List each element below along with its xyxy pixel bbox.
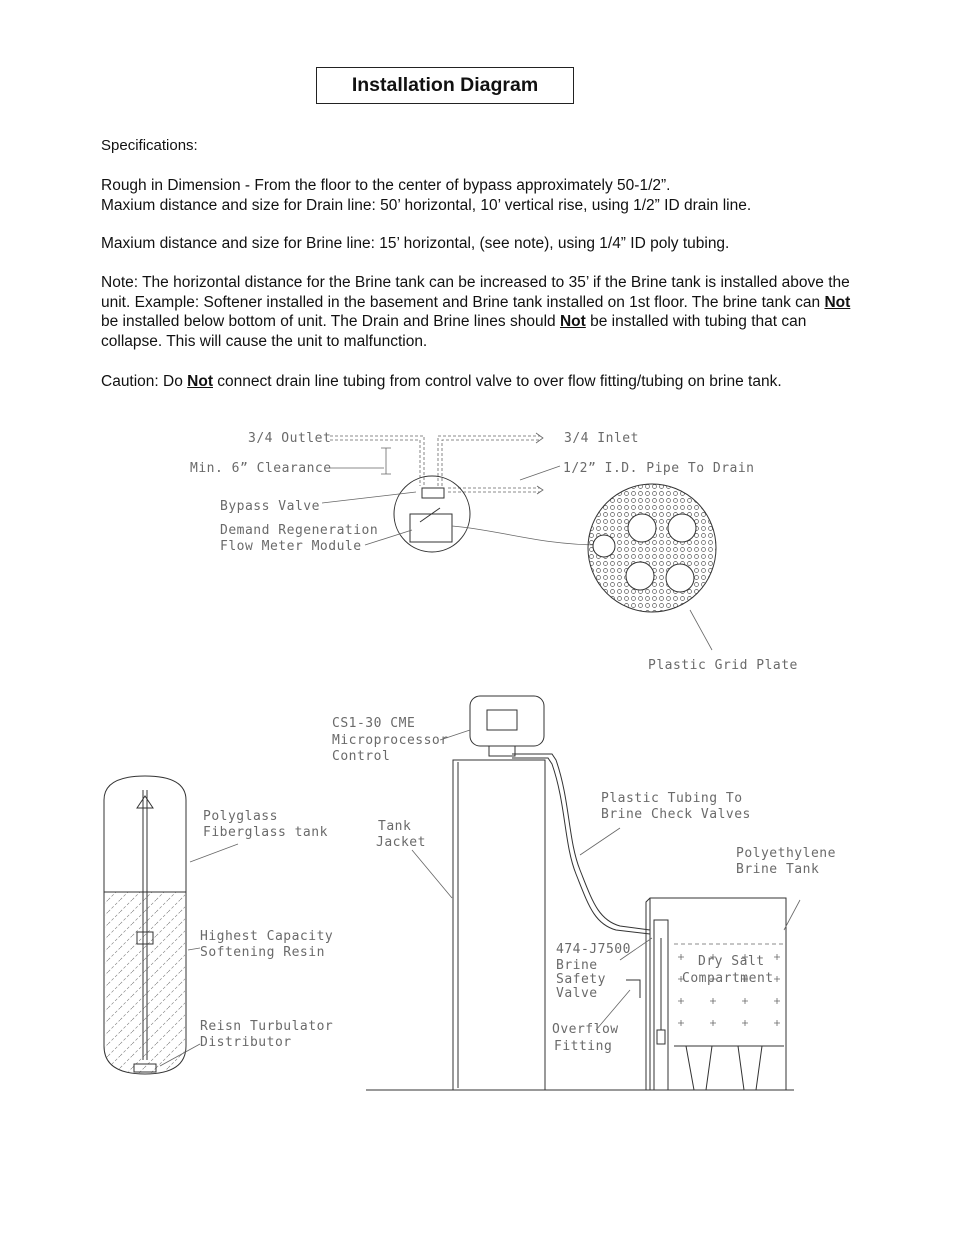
diagram-labels [190,431,836,1054]
bypass-valve-label: Bypass Valve [220,499,320,514]
inlet-arrow-icon [536,433,543,443]
polyethylene-label-2: Brine Tank [736,862,820,877]
control-valve-body [489,746,515,756]
polyglass-leader [190,844,238,862]
grid-leader [690,610,712,650]
resin-label-1: Highest Capacity [200,929,334,944]
flow-meter-module [410,514,452,542]
grid-hole-3 [626,562,654,590]
grid-hole-5 [593,535,615,557]
overflow-label-2: Fitting [554,1039,613,1054]
overflow-label-1: Overflow [552,1022,619,1037]
bypass-valve-shape [422,488,444,498]
caution-text-2: connect drain line tubing from control valve to over flow fitting/tubing on brine tank. [213,373,782,390]
not-emphasis-1: Not [824,293,851,311]
tank-jacket-label-2: Jacket [376,835,426,850]
clearance-dimension [330,448,391,474]
specifications-heading: Specifications: [101,137,198,154]
grid-hole-2 [668,514,696,542]
demand-regen-label-1: Demand Regeneration [220,523,379,538]
control-label-2: Microprocessor [332,733,449,748]
grid-hole-4 [666,564,694,592]
tank-jacket-leader [412,850,452,898]
plastic-tubing-label-2: Brine Check Valves [601,807,751,822]
demand-regen-label-2: Flow Meter Module [220,539,362,554]
dry-salt-label-1: Dry Salt [698,954,765,969]
page-title: Installation Diagram [351,74,539,96]
note-text-2: be installed below bottom of unit. The Drain and Brine lines should [101,313,560,330]
outlet-pipe-inner [330,440,420,486]
drain-arrow-icon [537,486,543,494]
safety-valve-label-4: Valve [556,986,598,1001]
dry-salt-label-2: Compartment [682,971,774,986]
tank-jacket-label-1: Tank [378,819,412,834]
inlet-label: 3/4 Inlet [564,431,639,446]
grid-plate-label: Plastic Grid Plate [648,658,798,673]
plastic-tubing-label-1: Plastic Tubing To [601,791,743,806]
resin-bed [105,892,185,1073]
caution-text-1: Caution: Do [101,373,188,390]
clearance-label: Min. 6” Clearance [190,461,332,476]
drain-line-spec: Maxium distance and size for Drain line: 50’ horizontal, 10’ vertical rise, using 1/2” ID drain line. [101,196,752,214]
drain-leader [520,466,560,480]
polyglass-label-1: Polyglass [203,809,278,824]
brine-tube-inner [512,758,650,934]
bypass-leader [322,492,416,503]
not-emphasis-3: Not [187,373,213,390]
float [657,1030,665,1044]
drain-pipe-label: 1/2” I.D. Pipe To Drain [563,461,755,476]
outlet-label: 3/4 Outlet [248,431,332,446]
not-emphasis-2: Not [559,313,586,330]
control-label-3: Control [332,749,391,764]
brine-line-spec: Maxium distance and size for Brine line: 15’ horizontal, (see note), using 1/4” ID poly tubing. [101,235,730,252]
control-display [487,710,517,730]
control-head [470,696,544,746]
outlet-pipe [330,436,424,486]
polyethylene-label-1: Polyethylene [736,846,836,861]
turbulator-label-1: Reisn Turbulator [200,1019,334,1034]
safety-valve-label-1: 474-J7500 [556,942,631,957]
inlet-pipe-inner [442,440,540,486]
safety-valve-label-2: Brine [556,958,598,973]
resin-label-2: Softening Resin [200,945,325,960]
top-distributor-icon [137,796,153,808]
safety-valve-label-3: Safety [556,972,606,987]
note-text-3: be installed with tubing that can collapse. This will cause the unit to malfunction. [101,313,807,350]
tank-jacket [453,760,545,1090]
rough-in-line: Rough in Dimension - From the floor to the center of bypass approximately 50-1/2”. [101,177,671,194]
overflow-fitting [626,980,640,998]
polyglass-label-2: Fiberglass tank [203,825,328,840]
brine-tubing [452,526,600,545]
resin-leader [188,948,200,950]
tubing-leader [580,828,620,855]
grid-legs [686,1046,762,1090]
grid-hole-1 [628,514,656,542]
note-text-1: Note: The horizontal distance for the Brine tank can be increased to 35’ if the Brine tank is installed above the unit. Example: Softener installed in the basement and Brine tank installed on 1st floor. The brine tank can [101,274,850,311]
brine-tube [512,754,650,930]
control-label-1: CS1-30 CME [332,716,416,731]
meter-wire [420,508,440,522]
turbulator-label-2: Distributor [200,1035,292,1050]
